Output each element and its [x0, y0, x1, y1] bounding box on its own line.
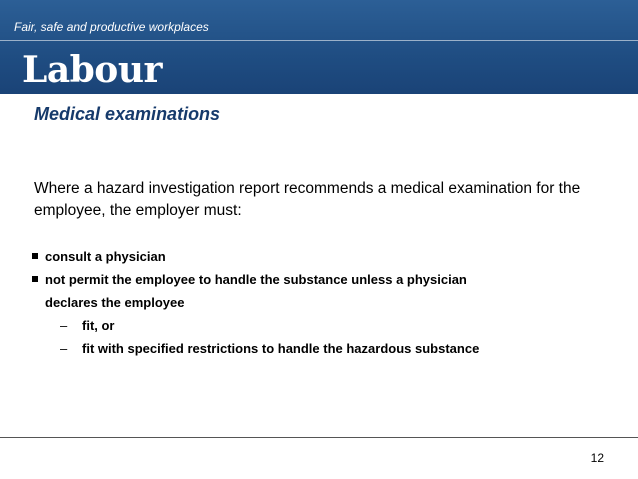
tagline: Fair, safe and productive workplaces — [14, 20, 209, 34]
labour-logo: Labour — [22, 49, 162, 91]
bullet-item — [28, 245, 628, 268]
slide-title: Medical examinations — [34, 104, 221, 124]
bullet-item — [28, 268, 628, 291]
bullet-text: not permit the employee to handle the substance unless a physician — [45, 272, 467, 287]
bullet-continuation: declares the employee — [45, 295, 185, 310]
header-banner — [0, 0, 638, 94]
dash-icon: – — [60, 318, 68, 333]
dash-icon: – — [60, 341, 68, 356]
intro-text: Where a hazard investigation report recommends a medical examination for the employee, the employer must: — [34, 180, 581, 219]
sub-item-text: fit with specified restrictions to handle the hazardous substance — [82, 341, 480, 356]
sub-item-text: fit, or — [82, 318, 115, 333]
sub-item — [28, 314, 628, 337]
sub-item — [28, 337, 628, 360]
square-bullet-icon — [32, 253, 38, 259]
page-number: 12 — [590, 451, 604, 465]
banner-divider — [0, 40, 638, 41]
bullet-list — [28, 245, 628, 360]
bullet-text: consult a physician — [45, 249, 166, 264]
footer-divider — [0, 437, 638, 438]
square-bullet-icon — [32, 276, 38, 282]
